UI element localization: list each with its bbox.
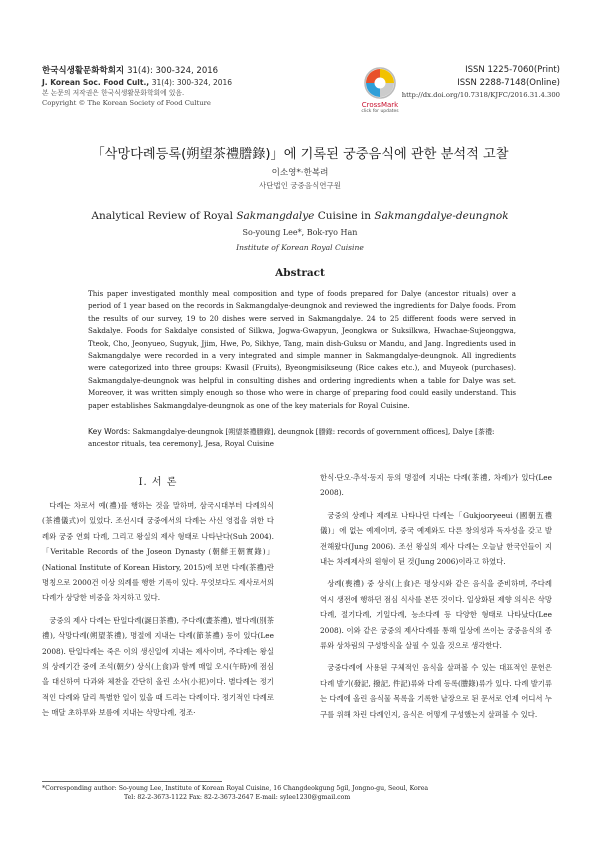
journal-name-ko: 한국식생활문화학회지 (42, 66, 125, 76)
keywords-text: Sakmangdalye-deungnok [朔望茶禮謄錄], deungnok [謄錄: records of government offices], Dalye [茶禮: ancestor rituals, tea ceremony], Jesa, Royal Cuisine (88, 427, 495, 448)
copyright-ko: 본 논문의 저작권은 한국식생활문화학회에 있음. (42, 89, 185, 97)
footnote-line1: *Corresponding author: So-young Lee, Institute of Korean Royal Cuisine, 16 Changdeokgung 5gil, Jongno-gu, Seoul, Korea (42, 785, 429, 792)
keywords-label: Key Words: (88, 427, 131, 436)
issn-online: ISSN 2288-7148(Online) (457, 77, 560, 88)
doi-link[interactable]: http://dx.doi.org/10.7318/KJFC/2016.31.4.300 (401, 91, 560, 99)
journal-name-en: J. Korean Soc. Food Cult. (42, 78, 147, 87)
footnote-divider (42, 781, 222, 782)
paragraph: 상례(喪禮) 중 상식(上食)은 평상시와 같은 음식을 준비하며, 주다례 역시 생전에 행하던 점심 식사를 본뜬 것이다. 일상화된 제향 의식은 삭망다례, 절기다례, 기일다례, 능소다례 등 다양한 형태로 나타났다(Lee 2008). 이와 같은 궁중의 제사다례를 통해 일상에 쓰이는 궁중음식의 종류와 상차림의 구성방식을 살필 수 있을 것으로 생각한다. (320, 579, 552, 651)
authors-english: So-young Lee*, Bok-ryo Han (242, 228, 358, 237)
journal-volume: 31(4): 300-324, 2016 (127, 66, 219, 76)
title-en-part2: Cuisine in (314, 210, 375, 222)
corresponding-author-footnote (42, 784, 428, 802)
authors-korean: 이소영*·한복려 (271, 168, 329, 178)
paragraph: 다례는 차로서 예(禮)를 행하는 것을 말하며, 삼국시대부터 다례의식(茶禮儀式)이 있었다. 조선시대 궁중에서의 다례는 사신 영접을 위한 다례와 궁중 연회 다례, 그리고 왕실의 제사 형태로 나타난다(Suh 2004).「Veritable Records of the Joseon Dynasty (朝鮮王朝實錄)」(National Institute of Korean History, 2015)에 보면 다례(茶禮)란 명칭으로 2000건 이상 의례를 행한 기록이 있다. 무엇보다도 제사로서의 다례가 상당한 비중을 차지하고 있다. (42, 501, 274, 603)
section-heading: Ⅰ. 서 론 (138, 477, 178, 488)
paragraph: 한식·단오·추석·동지 등의 명절에 지내는 다례(茶禮, 차례)가 있다(Lee 2008). (320, 473, 552, 498)
issn-block (402, 64, 560, 101)
abstract-text: This paper investigated monthly meal composition and type of foods prepared for Dalye (ancestor rituals) over a period of 1 year based on the records in Sakmangdalye-deungnok and reviewed the ingredients for Dalye foods. From the results of our survey, 19 to 20 dishes were served in Sakmangdalye. 24 to 25 different foods were served in Sakdalye. Foods for Sakdalye consisted of Silkwa, Jogwa-Gwapyun, Jeongkwa or Suksilkwa, Hwachae-Sujeonggwa, Tteok, Cho, Jeonyueo, Sugyuk, Jjim, Hwe, Po, Sikhye, Tang, main dish-Guksu or Mandu, and Jang. Ingredients used in Sakmangdalye were recorded in a very integrated and simple manner in Sakmangdalye-deungnok. All ingredients were categorized into three groups: Kwasil (Fruits), Byeongmisikseung (Rice cakes etc.), and Muyeok (purchases). Sakmangdalye-deungnok was helpful in consulting dishes and ordering ingredients when a table for Dalye was set. Moreover, it was written simply enough so those who were in charge of preparing food could easily understand. This paper establishes Sakmangdalye-deungnok as one of the key materials for Royal Cuisine. (88, 289, 516, 410)
institution-korean: 사단법인 궁중음식연구원 (258, 181, 342, 190)
title-korean: 「삭망다례등록(朔望茶禮謄錄)」에 기록된 궁중음식에 관한 분석적 고찰 (91, 147, 509, 162)
journal-volume-en: 31(4): 300-324, 2016 (151, 78, 233, 87)
crossmark-label: CrossMark (361, 101, 399, 109)
copyright-en: Copyright © The Korean Society of Food Culture (42, 99, 211, 107)
crossmark-icon (363, 66, 397, 100)
crossmark-sub: click for updates (361, 109, 399, 114)
body-column-right (320, 470, 552, 722)
issn-print: ISSN 1225-7060(Print) (465, 65, 560, 75)
keywords (88, 426, 518, 450)
paragraph: 궁중의 상례나 제례로 나타나던 다례는「Gukjooryeeui (國朝五禮儀)」에 없는 예제이며, 중국 예제와도 다른 창의성과 독자성을 갖고 발전해왔다(Jung 2006). 조선 왕실의 제사 다례는 오늘날 한국인들이 지내는 차례제사의 원형이 된 것(Jung 2006)이라고 하였다. (320, 510, 552, 567)
paragraph: 궁중다례에 사용된 구체적인 음식을 살펴볼 수 있는 대표적인 문헌은 다례 발기(發記, 撥記, 件記)류와 다례 등록(謄錄)류가 있다. 다례 발기류는 다례에 올린 음식물 목록을 기록한 낱장으로 된 문서로 언제 어디서 누구를 위해 차린 다례인지, 음식은 어떻게 구성했는지 살펴볼 수 있다. (320, 663, 552, 719)
title-en-italic1: Sakmangdalye (236, 210, 315, 222)
title-en-italic2: Sakmangdalye-deungnok (374, 210, 509, 222)
body-column-left (42, 498, 274, 721)
paragraph: 궁중의 제사 다례는 탄일다례(誕日茶禮), 주다례(晝茶禮), 별다례(別茶禮), 삭망다례(朔望茶禮), 명절에 지내는 다례(節茶禮) 등이 있다(Lee 2008). 탄일다례는 죽은 이의 생신일에 지내는 제사이며, 주다례는 왕실의 상례기간 중에 조석(朝夕) 상식(上食)과 함께 매일 오시(午時)에 점심을 대신하여 다과와 체찬을 간단히 올린 소사(小祀)이다. 별다례는 정기적인 다례와 달리 특별한 일이 있을 때 드리는 다례이다. 정기적인 다례로는 매달 초하루와 보름에 지내는 삭망다례, 정조· (42, 615, 274, 718)
institution-english: Institute of Korean Royal Cuisine (236, 243, 364, 252)
footnote-line2: Tel: 82-2-3673-1122 Fax: 82-2-3673-2647 E-mail: sylee1230@gmail.com (124, 794, 351, 801)
journal-header: 한국식생활문화학회지 31(4): 300-324, 2016 J. Korean Soc. Food Cult., 31(4): 300-324, 2016 본 논문의 저작권은 한국식생활문화학회에 있음. Copyright © The Korean Society of Food Culture (42, 66, 342, 108)
title-en-part1: Analytical Review of Royal (91, 210, 237, 222)
abstract-heading: Abstract (275, 267, 325, 279)
title-english (0, 210, 600, 222)
